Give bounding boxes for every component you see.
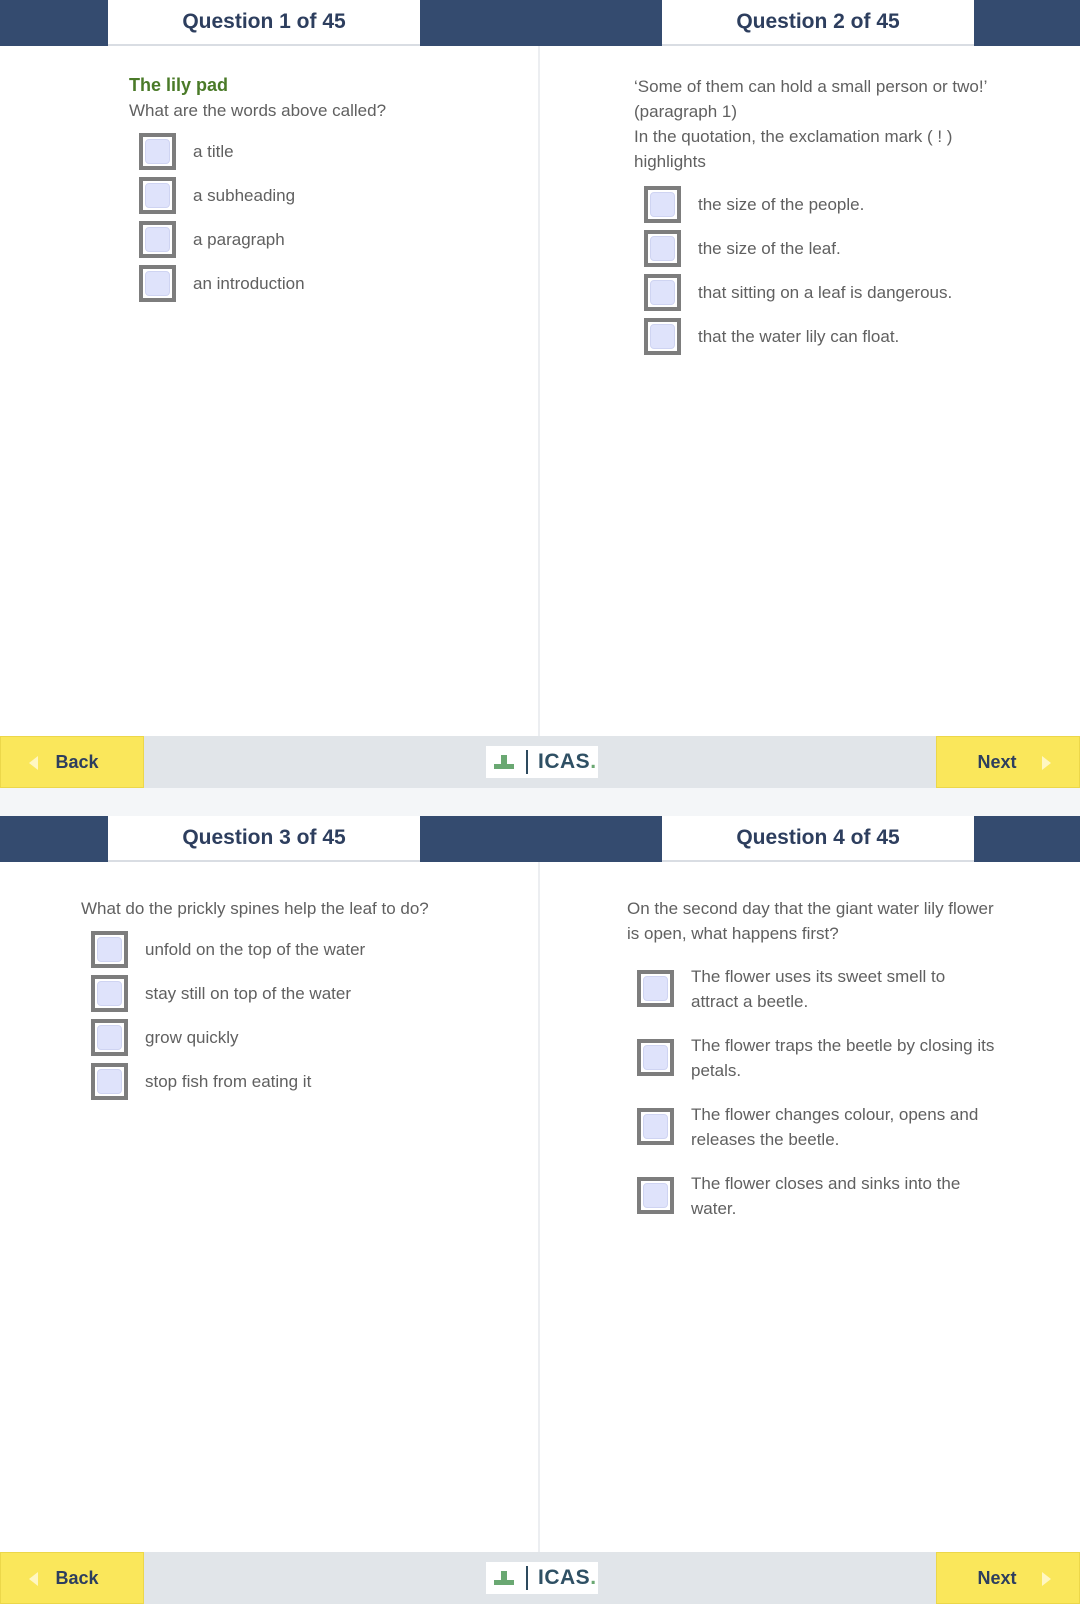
answer-option[interactable] (139, 261, 509, 305)
answer-checkbox[interactable] (139, 177, 176, 214)
podium-icon (494, 1571, 514, 1585)
answer-option[interactable] (637, 1161, 1047, 1230)
answer-checkbox[interactable] (139, 221, 176, 258)
answer-options (644, 182, 1034, 358)
icas-logo: ICAS. (486, 746, 598, 778)
arrow-right-icon (1042, 1572, 1051, 1586)
answer-label-line: The flower traps the beetle by closing its (691, 1035, 995, 1055)
answer-option[interactable] (91, 927, 521, 971)
answer-option[interactable] (91, 971, 521, 1015)
answer-option[interactable] (91, 1059, 521, 1103)
answer-label: unfold on the top of the water (145, 939, 366, 959)
answer-checkbox[interactable] (91, 1019, 128, 1056)
navigation-footer (0, 1552, 1080, 1604)
question-stem-line: On the second day that the giant water lily flower (627, 899, 994, 918)
answer-checkbox[interactable] (91, 975, 128, 1012)
next-button-label: Next (977, 751, 1017, 772)
question-stem: What do the prickly spines help the leaf to do? (81, 899, 429, 918)
answer-checkbox[interactable] (644, 186, 681, 223)
logo-text: ICAS (538, 750, 591, 773)
page-gap (0, 788, 1080, 816)
answer-options (637, 954, 1047, 1230)
answer-label-line: petals. (691, 1060, 742, 1080)
back-button-label: Back (55, 1567, 99, 1588)
column-divider (538, 46, 540, 736)
answer-checkbox[interactable] (139, 133, 176, 170)
answer-checkbox[interactable] (91, 931, 128, 968)
column-divider (538, 862, 540, 1552)
answer-label-line: attract a beetle. (691, 991, 809, 1011)
question-4-title: Question 4 of 45 (662, 816, 974, 862)
answer-option[interactable] (91, 1015, 521, 1059)
answer-checkbox[interactable] (637, 1108, 674, 1145)
answer-option[interactable] (637, 1092, 1047, 1161)
question-4-panel (627, 896, 1047, 1230)
answer-label: a title (193, 141, 234, 161)
answer-option[interactable] (644, 226, 1034, 270)
next-button[interactable] (936, 736, 1080, 788)
question-1-title: Question 1 of 45 (108, 0, 420, 46)
question-stem-line: is open, what happens first? (627, 924, 839, 943)
answer-checkbox[interactable] (644, 274, 681, 311)
icas-logo: ICAS. (486, 1562, 598, 1594)
answer-label: grow quickly (145, 1027, 239, 1047)
arrow-left-icon (29, 1572, 38, 1586)
back-button[interactable] (0, 1552, 144, 1604)
arrow-right-icon (1042, 756, 1051, 770)
podium-icon (494, 755, 514, 769)
answer-label-line: The flower uses its sweet smell to (691, 966, 946, 986)
back-button-label: Back (55, 751, 99, 772)
answer-option[interactable] (637, 1023, 1047, 1092)
question-2-panel (634, 74, 1034, 358)
question-3-title: Question 3 of 45 (108, 816, 420, 862)
question-stem-line: ‘Some of them can hold a small person or two!’ (634, 77, 988, 96)
arrow-left-icon (29, 756, 38, 770)
answer-checkbox[interactable] (644, 318, 681, 355)
question-page-2 (0, 816, 1080, 1604)
answer-option[interactable] (644, 314, 1034, 358)
answer-label: stay still on top of the water (145, 983, 351, 1003)
question-stem-line: (paragraph 1) (634, 102, 738, 121)
question-1-panel (129, 74, 509, 305)
answer-label: an introduction (193, 273, 305, 293)
answer-label: stop fish from eating it (145, 1071, 312, 1091)
question-stem: What are the words above called? (129, 101, 387, 120)
answer-label: the size of the leaf. (698, 238, 841, 258)
answer-checkbox[interactable] (637, 970, 674, 1007)
answer-label-line: releases the beetle. (691, 1129, 840, 1149)
back-button[interactable] (0, 736, 144, 788)
answer-option[interactable] (637, 954, 1047, 1023)
answer-label-line: The flower changes colour, opens and (691, 1104, 979, 1124)
question-page-1 (0, 0, 1080, 788)
question-2-title: Question 2 of 45 (662, 0, 974, 46)
answer-label-line: water. (691, 1198, 737, 1218)
answer-option[interactable] (139, 217, 509, 261)
answer-label: a subheading (193, 185, 296, 205)
answer-label: that the water lily can float. (698, 326, 900, 346)
answer-options (91, 927, 521, 1103)
answer-label: that sitting on a leaf is dangerous. (698, 282, 953, 302)
answer-option[interactable] (139, 173, 509, 217)
answer-options (139, 129, 509, 305)
answer-checkbox[interactable] (637, 1177, 674, 1214)
answer-checkbox[interactable] (637, 1039, 674, 1076)
logo-text: ICAS (538, 1566, 591, 1589)
answer-checkbox[interactable] (644, 230, 681, 267)
answer-option[interactable] (139, 129, 509, 173)
next-button[interactable] (936, 1552, 1080, 1604)
answer-label: a paragraph (193, 229, 285, 249)
answer-checkbox[interactable] (139, 265, 176, 302)
question-stem-line: In the quotation, the exclamation mark ( ! ) (634, 127, 953, 146)
answer-option[interactable] (644, 270, 1034, 314)
answer-checkbox[interactable] (91, 1063, 128, 1100)
navigation-footer (0, 736, 1080, 788)
next-button-label: Next (977, 1567, 1017, 1588)
question-stem-line: highlights (634, 152, 706, 171)
text-heading: The lily pad (129, 75, 229, 95)
question-3-panel (81, 896, 521, 1103)
answer-label: the size of the people. (698, 194, 865, 214)
answer-label-line: The flower closes and sinks into the (691, 1173, 961, 1193)
answer-option[interactable] (644, 182, 1034, 226)
